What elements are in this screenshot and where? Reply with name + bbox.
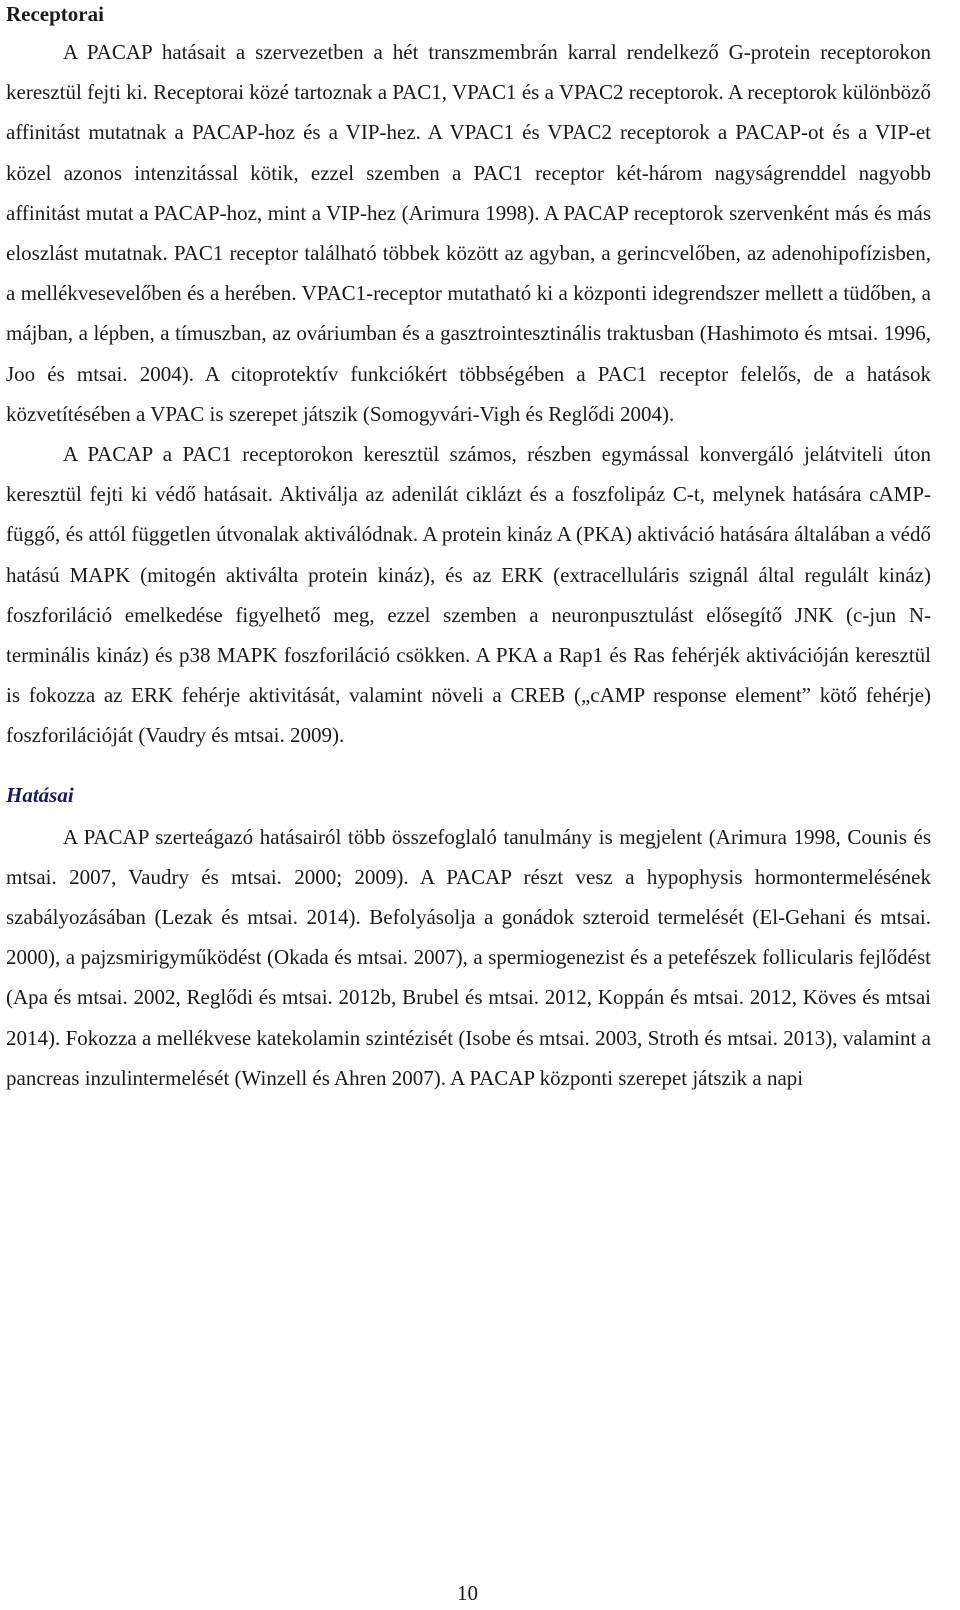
- section-heading-hatasai: Hatásai: [6, 782, 74, 807]
- section-receptorai: [6, 0, 931, 756]
- page-number: 10: [457, 1581, 478, 1605]
- section-heading-receptorai: Receptorai: [6, 2, 104, 26]
- paragraph-receptors-intro: A PACAP hatásait a szervezetben a hét transzmembrán karral rendelkező G-protein receptorokon keresztül fejti ki. Receptorai közé tartoznak a PAC1, VPAC1 és a VPAC2 receptorok. A receptorok különböző affinitást mutatnak a PACAP-hoz és a VIP-hez. A VPAC1 és VPAC2 receptorok a PACAP-ot és a VIP-et közel azonos intenzitással kötik, ezzel szemben a PAC1 receptor két-három nagyságrenddel nagyobb affinitást mutat a PACAP-hoz, mint a VIP-hez (Arimura 1998). A PACAP receptorok szervenként más és más eloszlást mutatnak. PAC1 receptor található többek között az agyban, a gerincvelőben, az adenohipofízisben, a mellékvesevelőben és a herében. VPAC1-receptor mutatható ki a központi idegrendszer mellett a tüdőben, a májban, a lépben, a tímuszban, az ováriumban és a gasztrointesztinális traktusban (Hashimoto és mtsai. 1996, Joo és mtsai. 2004). A citoprotektív funkciókért többségében a PAC1 receptor felelős, de a hatások közvetítésében a VPAC is szerepet játszik (Somogyvári-Vigh és Reglődi 2004).: [6, 40, 931, 426]
- paragraph-effects: A PACAP szerteágazó hatásairól több összefoglaló tanulmány is megjelent (Arimura 1998, Counis és mtsai. 2007, Vaudry és mtsai. 2000; 2009). A PACAP részt vesz a hypophysis hormontermelésének szabályozásában (Lezak és mtsai. 2014). Befolyásolja a gonádok szteroid termelését (El-Gehani és mtsai. 2000), a pajzsmirigyműködést (Okada és mtsai. 2007), a spermiogenezist és a petefészek follicularis fejlődést (Apa és mtsai. 2002, Reglődi és mtsai. 2012b, Brubel és mtsai. 2012, Koppán és mtsai. 2012, Köves és mtsai 2014). Fokozza a mellékvese katekolamin szintézisét (Isobe és mtsai. 2003, Stroth és mtsai. 2013), valamint a pancreas inzulintermelését (Winzell és Ahren 2007). A PACAP központi szerepet játszik a napi: [6, 824, 931, 1090]
- paragraph-signaling-pathways: A PACAP a PAC1 receptorokon keresztül számos, részben egymással konvergáló jelátviteli úton keresztül fejti ki védő hatásait. Aktiválja az adenilát ciklázt és a foszfolipáz C-t, melynek hatására cAMP-függő, és attól független útvonalak aktiválódnak. A protein kináz A (PKA) aktiváció hatására általában a védő hatású MAPK (mitogén aktiválta protein kináz), és az ERK (extracelluláris szignál által regulált kináz) foszforiláció emelkedése figyelhető meg, ezzel szemben a neuronpusztulást elősegítő JNK (c-jun N-terminális kináz) és p38 MAPK foszforiláció csökken. A PKA a Rap1 és Ras fehérjék aktivációján keresztül is fokozza az ERK fehérje aktivitását, valamint növeli a CREB („cAMP response element” kötő fehérje) foszforilációját (Vaudry és mtsai. 2009).: [6, 442, 931, 748]
- section-hatasai: [6, 782, 931, 1098]
- document-page: [6, 0, 931, 1098]
